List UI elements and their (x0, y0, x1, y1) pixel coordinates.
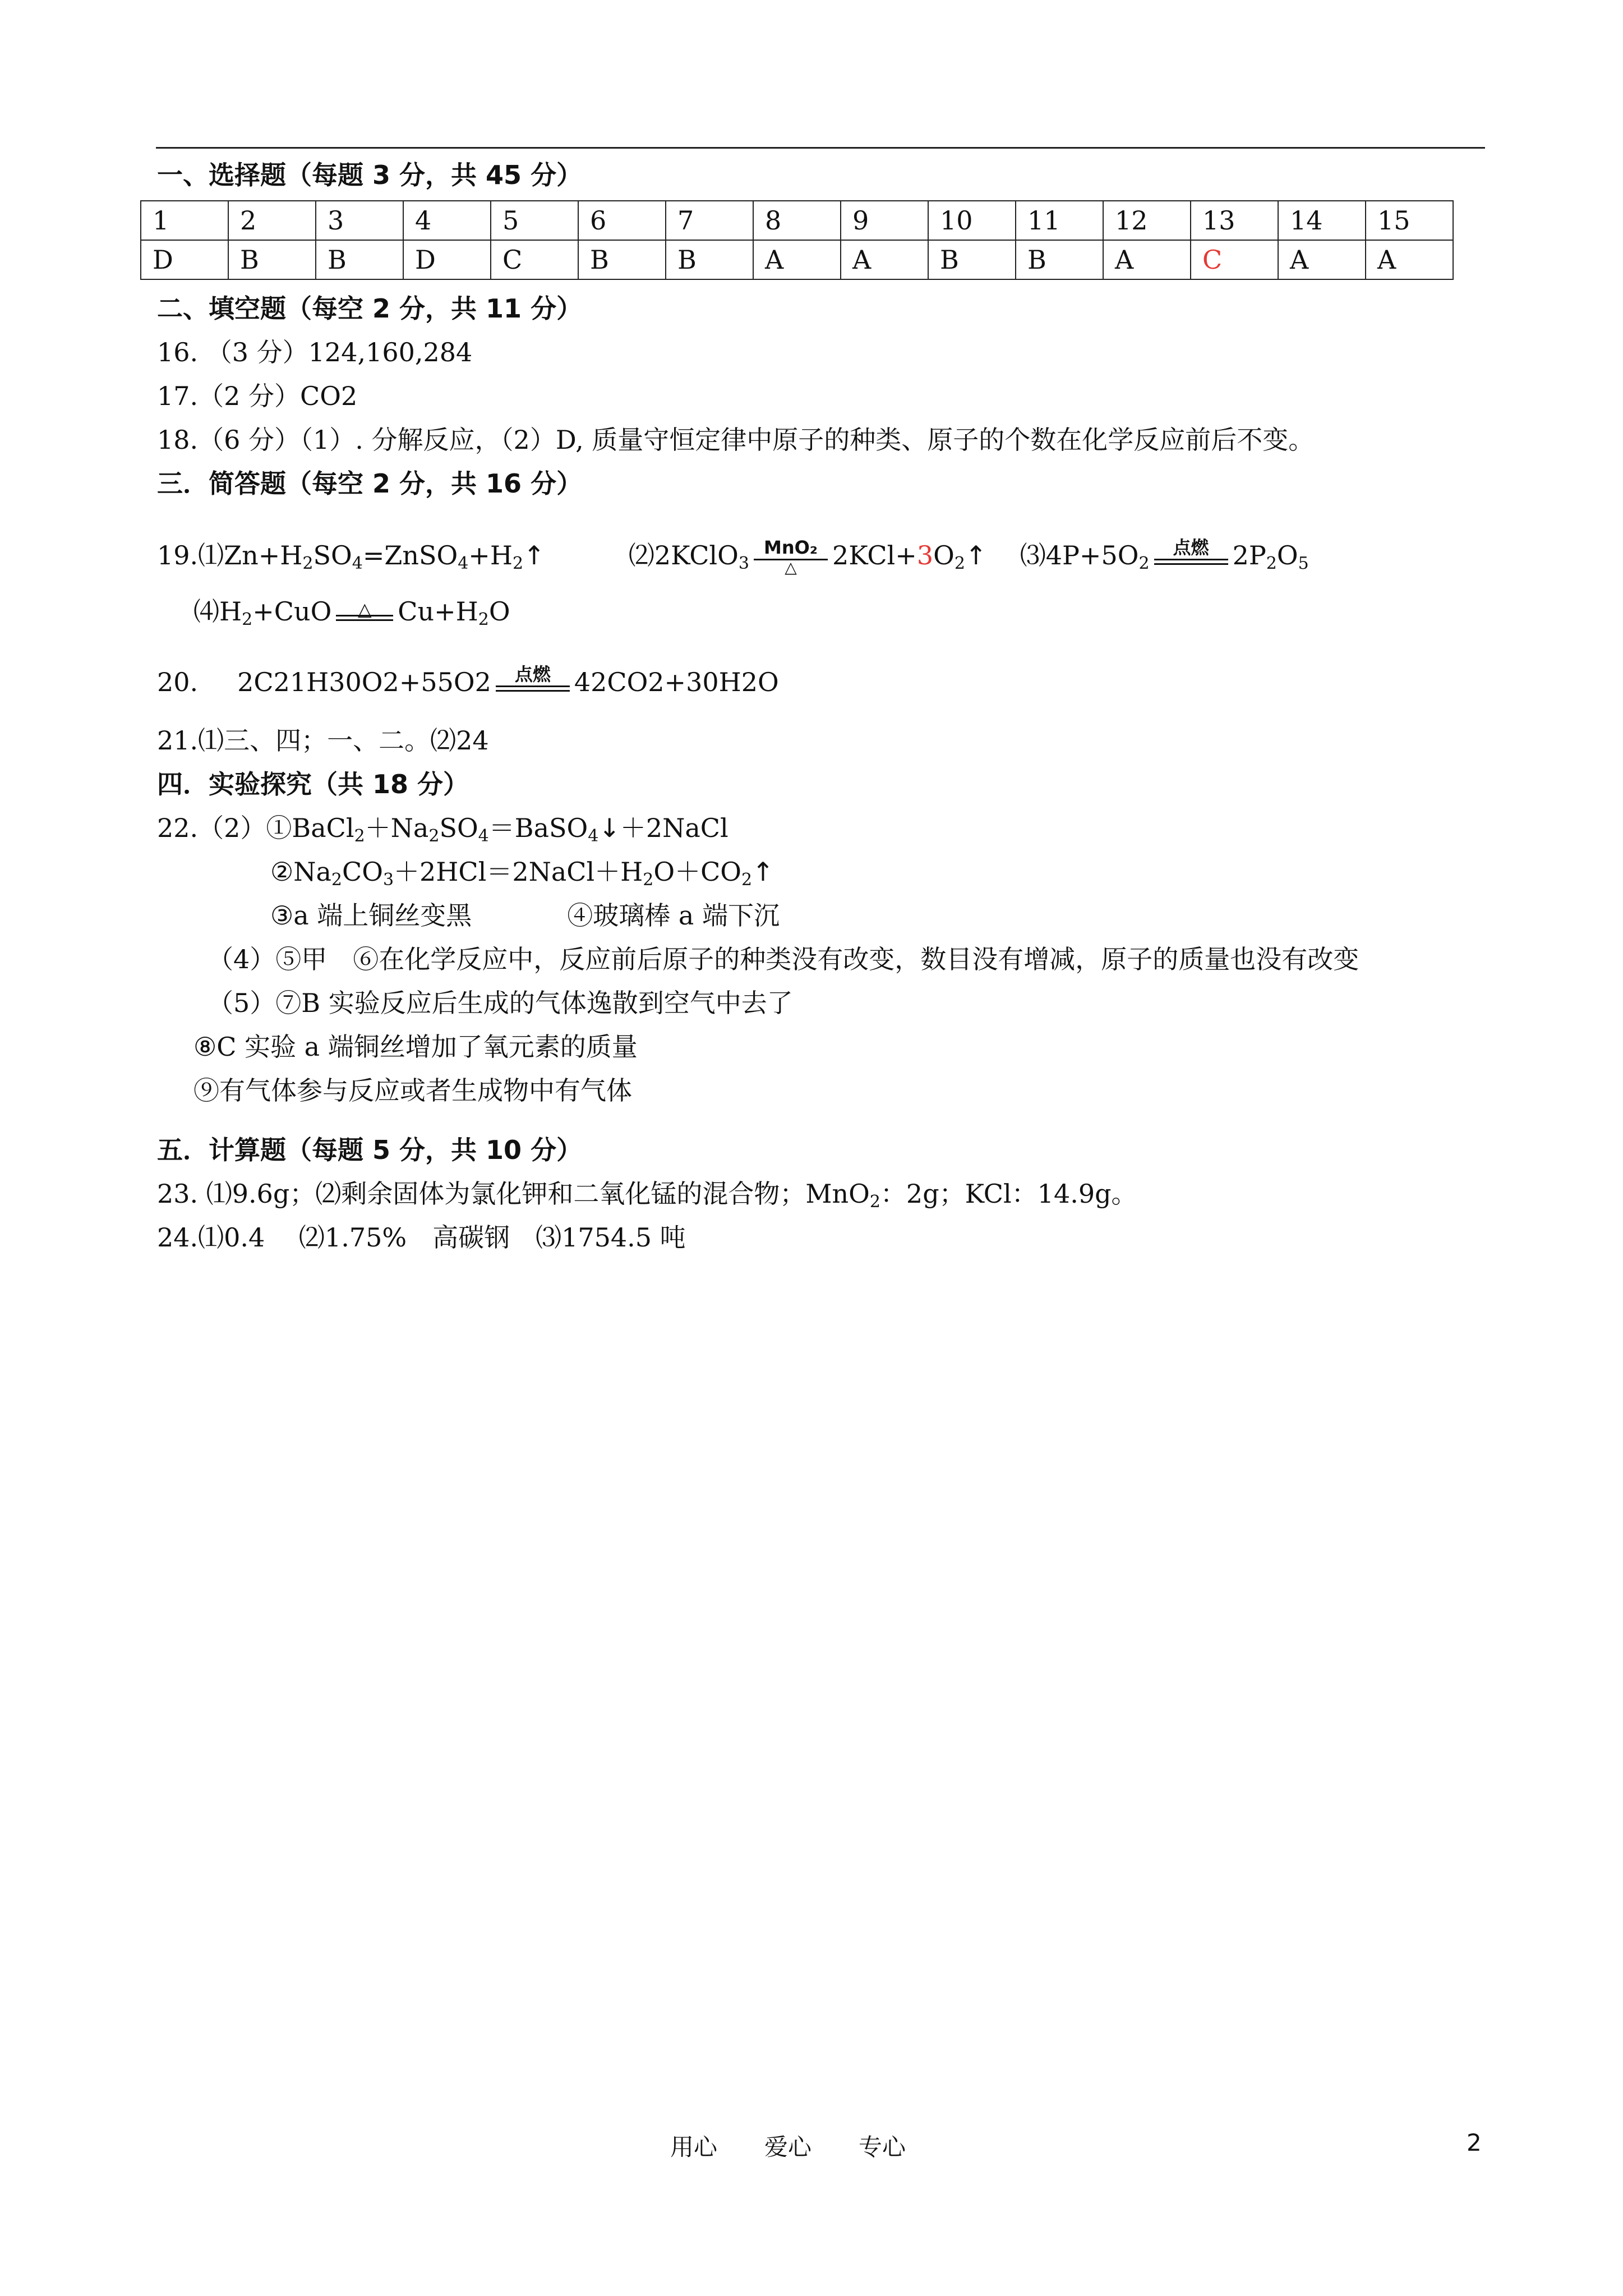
table-cell-answer: C (491, 240, 578, 279)
sub: 2 (741, 870, 753, 890)
table-cell-number: 14 (1278, 201, 1366, 240)
gas-arrow: ↑ (752, 857, 774, 887)
gas-arrow: ↑ (965, 540, 987, 570)
table-cell-number: 5 (491, 201, 578, 240)
ignite-label: 点燃 (1173, 537, 1209, 558)
q22-observation-b: ④玻璃棒 a 端下沉 (567, 900, 780, 931)
table-cell-number: 7 (666, 201, 753, 240)
sub: 2 (1266, 554, 1277, 573)
condition-ignite (494, 665, 572, 699)
q22-part: ＋2NaCl (620, 813, 728, 843)
eq2-corrected-coefficient: 3 (916, 540, 934, 570)
heat-symbol: △ (785, 558, 797, 577)
sub: 5 (1298, 554, 1309, 573)
q23-part: 23. ⑴9.6g；⑵剩余固体为氯化钾和二氧化锰的混合物；MnO (157, 1179, 870, 1209)
table-cell-answer: A (753, 240, 841, 279)
footer-motto: 用心 爱心 专心 (670, 2133, 906, 2161)
question-22-line-6: ⑧C 实验 a 端铜丝增加了氧元素的质量 (193, 1032, 638, 1062)
table-cell-number: 8 (753, 201, 841, 240)
q22-part: ②Na (270, 857, 331, 887)
table-cell-answer: A (841, 240, 928, 279)
sub: 2 (331, 870, 343, 890)
table-cell-number: 13 (1191, 201, 1278, 240)
question-20 (157, 665, 779, 699)
table-cell-answer: C (1191, 240, 1278, 279)
answer-table (140, 200, 1454, 280)
table-cell-answer: B (578, 240, 666, 279)
table-cell-number: 11 (1016, 201, 1103, 240)
question-22-line-5: （5）⑦B 实验反应后生成的气体逸散到空气中去了 (208, 988, 793, 1018)
section-1-heading: 一、选择题（每题 3 分，共 45 分） (157, 160, 583, 190)
table-cell-answer: B (228, 240, 316, 279)
section-5-heading: 五．计算题（每题 5 分，共 10 分） (157, 1135, 583, 1165)
q22-part: ＋Na (365, 813, 429, 843)
question-24: 24.⑴0.4 ⑵1.75% 高碳钢 ⑶1754.5 吨 (157, 1222, 686, 1253)
table-cell-number: 1 (141, 201, 228, 240)
sub: 2 (428, 826, 440, 846)
q20-number: 20. (157, 667, 199, 697)
sub: 4 (588, 826, 599, 846)
sub: 2 (354, 826, 365, 846)
condition-ignite (1152, 539, 1230, 572)
section-4-heading: 四．实验探究（共 18 分） (157, 769, 469, 799)
table-row-answers (141, 240, 1453, 279)
eq3-part: O (1276, 540, 1298, 570)
q22-part: ＋2HCl＝2NaCl＋H (394, 857, 643, 887)
q22-part: ＝BaSO (488, 813, 588, 843)
table-row-numbers (141, 201, 1453, 240)
question-16: 16. （3 分）124,160,284 (157, 337, 473, 367)
question-19-equations (157, 537, 1309, 577)
question-22-line-3 (270, 899, 780, 932)
question-23 (157, 1177, 1137, 1211)
gas-arrow: ↑ (523, 540, 545, 570)
question-22-line-4: （4）⑤甲 ⑥在化学反应中，反应前后原子的种类没有改变，数目没有增减，原子的质量也没有改变 (208, 944, 1359, 974)
table-cell-number: 15 (1366, 201, 1453, 240)
eq2-part: O (933, 540, 955, 570)
heat-symbol: △ (357, 599, 372, 620)
eq3-part: 2P (1232, 540, 1266, 570)
question-22-line-1 (157, 811, 728, 845)
sub: 2 (302, 554, 313, 573)
table-cell-answer: A (1103, 240, 1191, 279)
table-cell-answer: D (403, 240, 491, 279)
q22-observation-a: ③a 端上铜丝变黑 (270, 900, 472, 931)
eq1-part: ⑴Zn+H (198, 540, 303, 570)
eq1-part: +H (468, 540, 513, 570)
section-2-heading: 二、填空题（每空 2 分，共 11 分） (157, 293, 583, 324)
q22-part: SO (439, 813, 478, 843)
sub: 2 (1138, 554, 1150, 573)
question-22-line-2 (270, 855, 774, 889)
question-21: 21.⑴三、四；一、二。⑵24 (157, 725, 489, 756)
q22-part: 22.（2）①BaCl (157, 813, 354, 843)
table-cell-answer: B (316, 240, 403, 279)
sub: 3 (738, 554, 749, 573)
eq4-part: O (488, 596, 510, 627)
eq4-part: +CuO (252, 596, 332, 627)
eq3-part: ⑶4P+5O (1020, 540, 1139, 570)
precipitate-arrow: ↓ (598, 813, 620, 843)
sub: 2 (954, 554, 965, 573)
question-17: 17.（2 分）CO2 (157, 381, 358, 411)
ignite-label: 点燃 (514, 664, 551, 685)
table-cell-number: 12 (1103, 201, 1191, 240)
eq4-part: Cu+H (398, 596, 478, 627)
header-rule (156, 147, 1485, 149)
condition-heat (334, 595, 395, 628)
table-cell-answer: A (1278, 240, 1366, 279)
sub: 4 (478, 826, 489, 846)
sub: 3 (382, 870, 394, 890)
q22-part: O＋CO (653, 857, 742, 887)
q19-number: 19. (157, 540, 199, 570)
table-cell-number: 10 (928, 201, 1016, 240)
question-22-line-7: ⑨有气体参与反应或者生成物中有气体 (193, 1075, 632, 1106)
sub: 2 (478, 610, 489, 629)
table-cell-number: 2 (228, 201, 316, 240)
table-cell-answer: D (141, 240, 228, 279)
condition-mno2-heat (751, 537, 830, 577)
q20-reactants: 2C21H30O2+55O2 (237, 667, 491, 697)
page-number: 2 (1467, 2129, 1482, 2156)
table-cell-answer: B (928, 240, 1016, 279)
table-cell-answer: B (1016, 240, 1103, 279)
table-cell-answer: B (666, 240, 753, 279)
sub: 4 (458, 554, 469, 573)
table-cell-number: 9 (841, 201, 928, 240)
q22-part: CO (342, 857, 383, 887)
eq4-part: ⑷H (193, 596, 242, 627)
sub: 4 (352, 554, 363, 573)
question-18: 18.（6 分）（1）. 分解反应，（2）D, 质量守恒定律中原子的种类、原子的个数在化学反应前后不变。 (157, 425, 1315, 455)
sub: 2 (643, 870, 654, 890)
catalyst-label: MnO₂ (764, 537, 818, 558)
eq2-part: 2KCl+ (832, 540, 917, 570)
q23-part: ：2g；KCl：14.9g。 (880, 1179, 1137, 1209)
question-19-equation-4 (193, 595, 510, 628)
eq1-part: =ZnSO (362, 540, 458, 570)
q20-products: 42CO2+30H2O (574, 667, 779, 697)
eq2-part: ⑵2KClO (628, 540, 739, 570)
sub: 2 (869, 1192, 880, 1212)
table-cell-answer: A (1366, 240, 1453, 279)
section-3-heading: 三．简答题（每空 2 分，共 16 分） (157, 468, 583, 499)
sub: 2 (242, 610, 253, 629)
eq1-part: SO (313, 540, 352, 570)
table-cell-number: 4 (403, 201, 491, 240)
table-cell-number: 6 (578, 201, 666, 240)
sub: 2 (512, 554, 524, 573)
table-cell-number: 3 (316, 201, 403, 240)
